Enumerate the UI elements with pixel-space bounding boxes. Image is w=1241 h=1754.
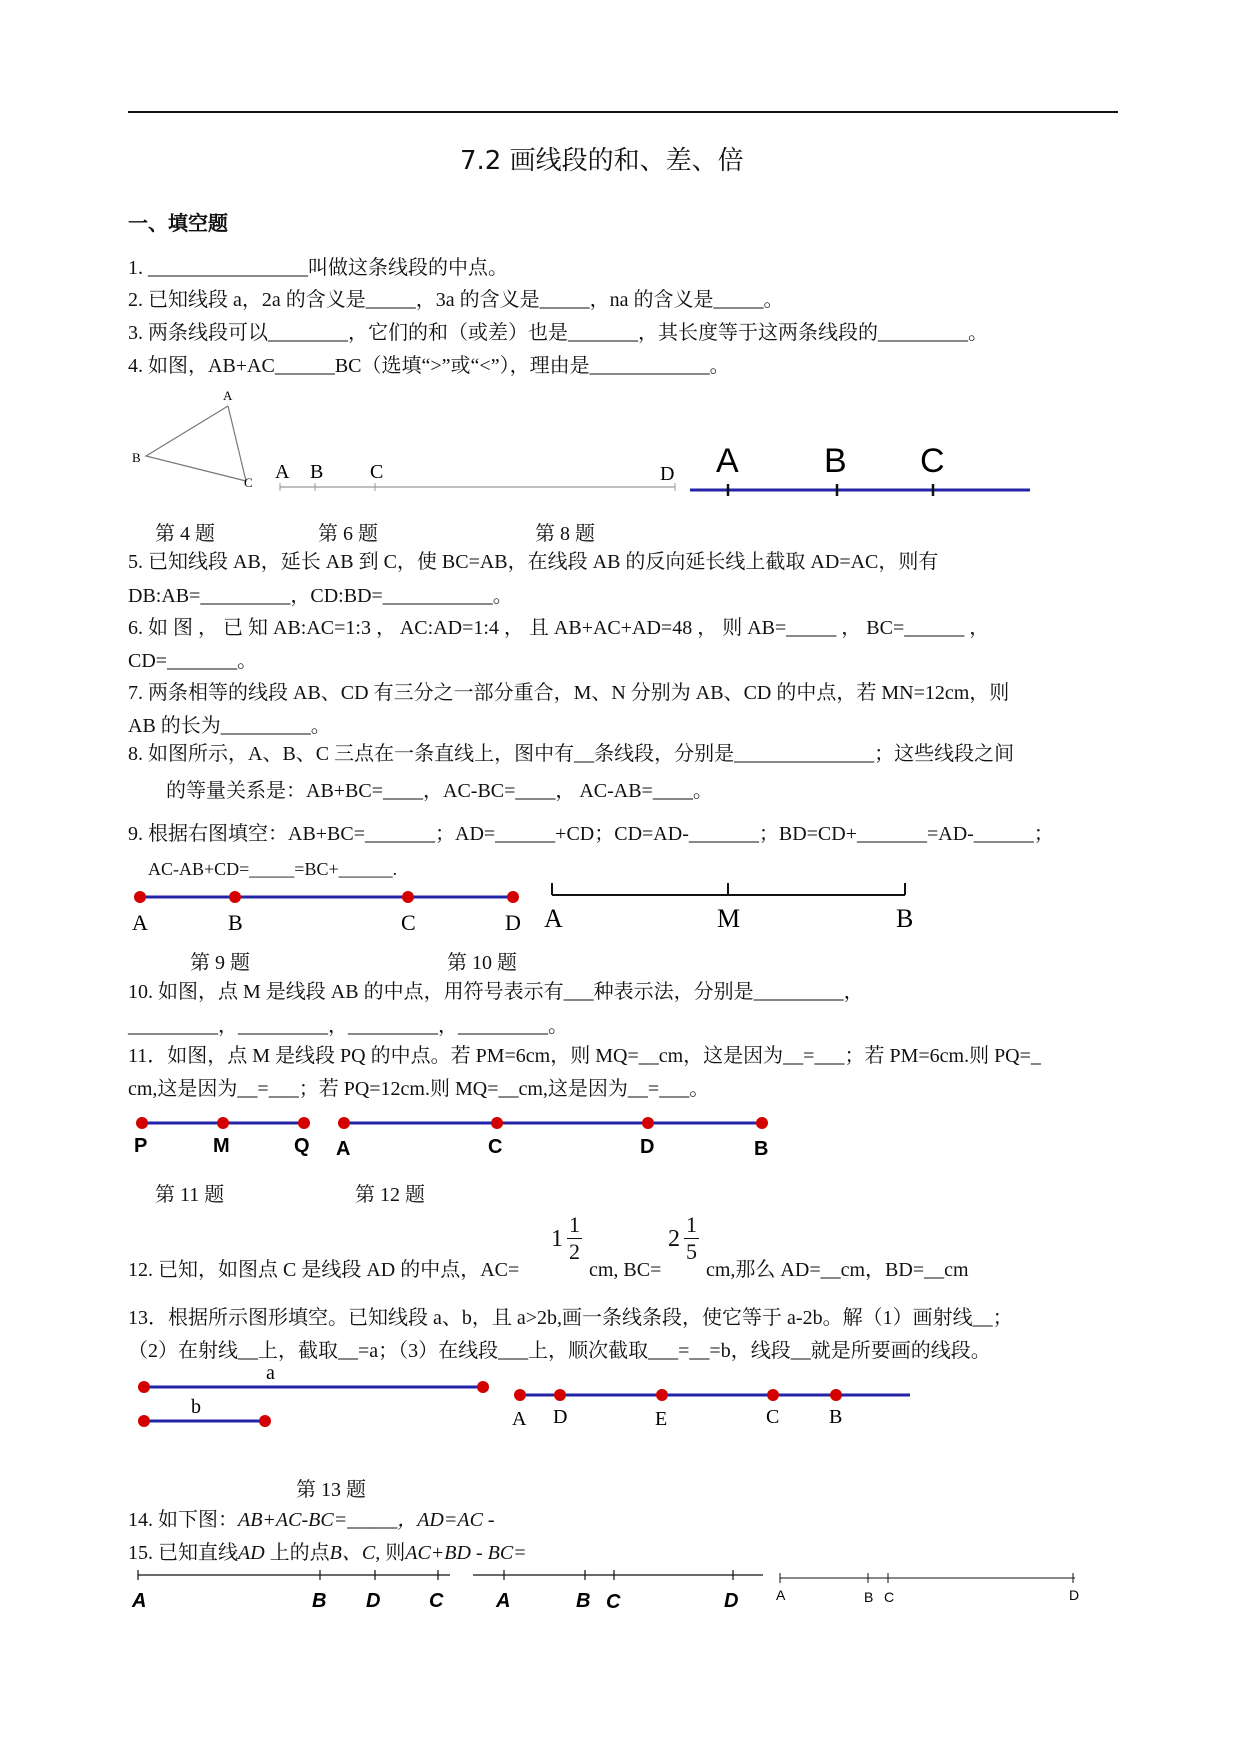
question-3: 3. 两条线段可以________，它们的和（或差）也是_______，其长度等于这两条线段的_________。 <box>128 322 988 344</box>
question-12-prefix: 12. 已知，如图点 C 是线段 AD 的中点，AC= <box>128 1259 520 1281</box>
fig15b-label-b: B <box>864 1589 874 1605</box>
q12-ac-whole: 1 <box>551 1226 563 1252</box>
question-15-points: B、C, <box>329 1542 381 1564</box>
question-5-line-1: 5. 已知线段 AB，延长 AB 到 C，使 BC=AB，在线段 AB 的反向延长线上截取 AD=AC，则有 <box>128 551 939 573</box>
figure-9-line <box>128 885 528 940</box>
question-9-line-1: 9. 根据右图填空：AB+BC=_______；AD=______+CD；CD=AD-_______；BD=CD+_______=AD-______； <box>128 823 1054 845</box>
question-6-line-1: 6. 如 图 ， 已 知 AB:AC=1:3 ， AC:AD=1:4 ， 且 AB+AC+AD=48 ， 则 AB=_____ ， BC=______ ， <box>128 617 990 639</box>
fig14-label-a: A <box>132 1590 147 1612</box>
question-13-line-2: （2）在射线__上，截取__=a；（3）在线段___上，顺次截取___=__=b，线段__就是所要画的线段。 <box>128 1340 991 1362</box>
fig12-label-d: D <box>640 1136 655 1158</box>
q12-bc-whole: 2 <box>668 1226 680 1252</box>
caption-fig6: 第 6 题 <box>318 523 378 545</box>
figure-12-line <box>330 1110 780 1162</box>
fig13-ray-label-e: E <box>655 1408 668 1430</box>
caption-fig8: 第 8 题 <box>535 523 595 545</box>
question-14 <box>128 1508 495 1532</box>
fig14-label-c: C <box>429 1590 444 1612</box>
figure-13-ray <box>505 1385 915 1440</box>
fig11-label-q: Q <box>294 1135 310 1157</box>
q12-bc-numerator: 1 <box>686 1212 697 1237</box>
fig9-label-b: B <box>228 910 243 935</box>
question-12-mid: cm, BC= <box>589 1259 662 1281</box>
q12-bc-fraction <box>684 1212 699 1265</box>
question-15-mid: 上的点 <box>264 1542 330 1564</box>
fig9-label-a: A <box>132 910 148 935</box>
question-7-line-1: 7. 两条相等的线段 AB、CD 有三分之一部分重合，M、N 分别为 AB、CD 的中点，若 MN=12cm，则 <box>128 682 1010 704</box>
question-15-prefix: 15. 已知直线 <box>128 1542 238 1564</box>
fig8-label-a: A <box>716 442 739 480</box>
fig13-label-b: b <box>191 1396 201 1418</box>
fig13-ray-label-d: D <box>553 1406 568 1428</box>
question-1: 1. ________________叫做这条线段的中点。 <box>128 257 508 279</box>
fig12-label-a: A <box>336 1138 351 1160</box>
fig10-label-m: M <box>717 904 741 933</box>
question-7-line-2: AB 的长为_________。 <box>128 715 331 737</box>
fig11-label-m: M <box>213 1135 230 1157</box>
fig15a-label-c: C <box>606 1591 621 1613</box>
figure-10-line <box>540 875 920 940</box>
question-12-suffix: cm,那么 AD=__cm，BD=__cm <box>706 1259 969 1281</box>
fig15a-label-a: A <box>496 1590 511 1612</box>
fig12-label-c: C <box>488 1136 503 1158</box>
triangle-label-a: A <box>223 388 233 403</box>
question-9-line-2: AC-AB+CD=_____=BC+______. <box>148 859 398 879</box>
fig14-label-b: B <box>312 1590 327 1612</box>
triangle-label-b: B <box>132 450 141 465</box>
fig15b-label-c: C <box>884 1589 895 1605</box>
question-5-line-2: DB:AB=_________，CD:BD=___________。 <box>128 585 513 607</box>
question-11-line-1: 11．如图，点 M 是线段 PQ 的中点。若 PM=6cm，则 MQ=__cm，这是因为__=___；若 PM=6cm.则 PQ=_ <box>128 1045 1041 1067</box>
q12-ac-fraction <box>567 1212 582 1265</box>
figure-14-line <box>128 1565 458 1615</box>
figure-6-line <box>265 450 690 495</box>
question-15-expression: AC+BD - BC= <box>405 1542 527 1564</box>
question-8-line-1: 8. 如图所示，A、B、C 三点在一条直线上，图中有__条线段，分别是______________；这些线段之间 <box>128 743 1015 765</box>
caption-fig11: 第 11 题 <box>155 1184 225 1206</box>
question-14-prefix: 14. 如下图： <box>128 1509 238 1531</box>
question-14-expression: AB+AC-BC=_____，AD=AC - <box>238 1509 495 1531</box>
fig8-label-c: C <box>920 442 945 480</box>
caption-fig10: 第 10 题 <box>447 952 517 974</box>
header-rule <box>128 111 1118 113</box>
question-4: 4. 如图，AB+AC______BC（选填“>”或“<”），理由是____________。 <box>128 355 730 377</box>
fig6-label-a: A <box>275 461 290 483</box>
section-title: 一、填空题 <box>128 211 228 235</box>
figure-11-line <box>128 1110 328 1160</box>
figure-8-line <box>680 435 1040 505</box>
question-15 <box>128 1541 527 1565</box>
fig13-ray-label-a: A <box>512 1408 527 1430</box>
figure-15a-line <box>468 1565 768 1615</box>
fig9-label-c: C <box>401 910 416 935</box>
figure-15b-line <box>775 1568 1085 1613</box>
q12-ac-denominator: 2 <box>569 1239 580 1264</box>
fig15b-label-d: D <box>1069 1587 1080 1603</box>
figure-13-segments <box>128 1365 498 1445</box>
q12-ac-numerator: 1 <box>569 1212 580 1237</box>
fig10-label-a: A <box>544 904 563 933</box>
fig6-label-d: D <box>660 463 675 485</box>
question-2: 2. 已知线段 a，2a 的含义是_____，3a 的含义是_____，na 的含义是_____。 <box>128 289 784 311</box>
fig6-label-b: B <box>310 461 324 483</box>
fig8-label-b: B <box>824 442 847 480</box>
fig11-label-p: P <box>134 1135 148 1157</box>
fig13-ray-label-b: B <box>829 1406 843 1428</box>
fig9-label-d: D <box>505 910 521 935</box>
fig10-label-b: B <box>896 904 914 933</box>
fig6-label-c: C <box>370 461 384 483</box>
question-15-then: 则 <box>380 1542 406 1564</box>
question-13-line-1: 13．根据所示图形填空。已知线段 a、b，且 a>2b,画一条线条段，使它等于 a-2b。解（1）画射线__； <box>128 1307 1013 1329</box>
fig15a-label-b: B <box>576 1590 591 1612</box>
question-6-line-2: CD=_______。 <box>128 650 258 672</box>
fig14-label-d: D <box>366 1590 381 1612</box>
question-11-line-2: cm,这是因为__=___；若 PQ=12cm.则 MQ=__cm,这是因为__=___。 <box>128 1078 710 1100</box>
question-10-line-1: 10. 如图，点 M 是线段 AB 的中点，用符号表示有___种表示法，分别是_________， <box>128 981 864 1003</box>
caption-fig12: 第 12 题 <box>355 1184 425 1206</box>
q12-bc-denominator: 5 <box>686 1239 697 1264</box>
fig13-label-a: a <box>266 1365 275 1384</box>
caption-fig13: 第 13 题 <box>296 1479 366 1501</box>
caption-fig9: 第 9 题 <box>190 952 250 974</box>
fig13-ray-label-c: C <box>766 1406 780 1428</box>
fig15b-label-a: A <box>776 1587 786 1603</box>
question-10-line-2: _________，_________，_________，_________。 <box>128 1015 568 1037</box>
fig12-label-b: B <box>754 1138 769 1160</box>
page-title: 7.2 画线段的和、差、倍 <box>460 146 744 176</box>
figure-4-triangle <box>128 385 268 495</box>
fig15a-label-d: D <box>724 1590 739 1612</box>
question-8-line-2: 的等量关系是：AB+BC=____，AC-BC=____， AC-AB=____。 <box>166 780 713 802</box>
question-15-ad: AD <box>238 1542 265 1564</box>
triangle-label-c: C <box>244 475 253 490</box>
caption-fig4: 第 4 题 <box>155 523 215 545</box>
